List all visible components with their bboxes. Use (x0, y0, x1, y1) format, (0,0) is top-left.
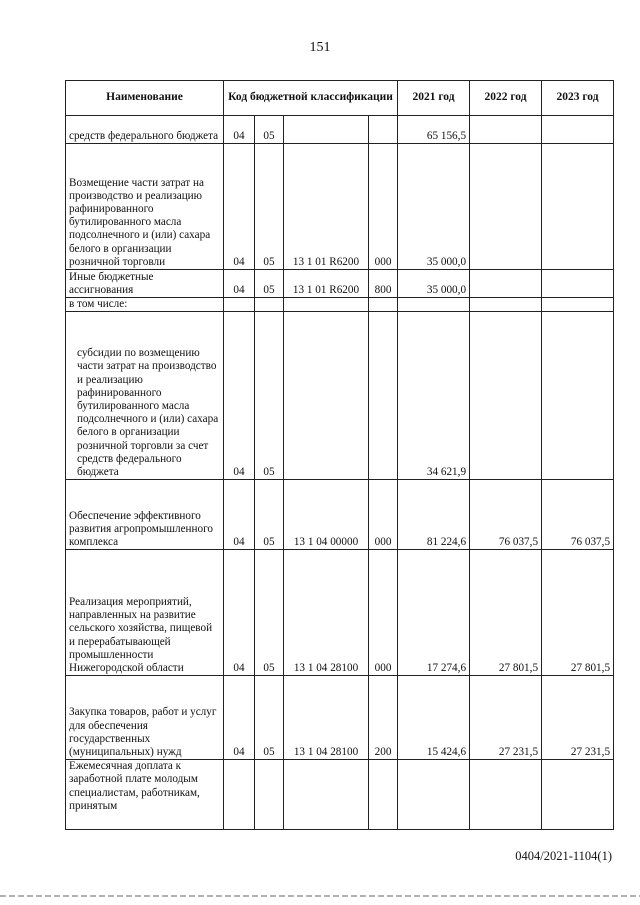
value-2022 (470, 144, 542, 270)
code-subsection: 05 (255, 550, 284, 676)
code-subsection (255, 298, 284, 312)
value-2021: 35 000,0 (398, 144, 470, 270)
value-2021: 17 274,6 (398, 550, 470, 676)
value-2023: 27 231,5 (542, 676, 614, 760)
value-2021 (398, 760, 470, 830)
header-name: Наименование (66, 81, 224, 116)
code-target: 13 1 01 R6200 (284, 144, 369, 270)
value-2021: 35 000,0 (398, 270, 470, 298)
row-name: Возмещение части затрат на производство и реализацию рафинированного бутилированного масла подсолнечного и (или) сахара белого в организации розничной торговли (66, 144, 224, 270)
code-target: 13 1 04 28100 (284, 676, 369, 760)
code-target: 13 1 04 28100 (284, 550, 369, 676)
code-type (369, 760, 398, 830)
table-row (66, 676, 614, 760)
value-2022 (470, 270, 542, 298)
code-type (369, 312, 398, 480)
code-section: 04 (224, 480, 255, 550)
code-type: 000 (369, 144, 398, 270)
code-type: 000 (369, 550, 398, 676)
code-section: 04 (224, 550, 255, 676)
code-type: 000 (369, 480, 398, 550)
value-2022 (470, 298, 542, 312)
value-2021 (398, 298, 470, 312)
code-section (224, 298, 255, 312)
header-2022: 2022 год (470, 81, 542, 116)
code-section: 04 (224, 144, 255, 270)
budget-table (65, 80, 614, 830)
value-2023 (542, 760, 614, 830)
value-2022: 27 801,5 (470, 550, 542, 676)
header-2023: 2023 год (542, 81, 614, 116)
scan-edge-line (0, 895, 640, 897)
row-name: Иные бюджетные ассигнования (66, 270, 224, 298)
table-row (66, 760, 614, 830)
code-section: 04 (224, 116, 255, 144)
value-2023 (542, 270, 614, 298)
code-subsection: 05 (255, 676, 284, 760)
value-2021: 65 156,5 (398, 116, 470, 144)
page-number: 151 (309, 40, 331, 55)
table-row (66, 480, 614, 550)
value-2022: 27 231,5 (470, 676, 542, 760)
code-section: 04 (224, 676, 255, 760)
value-2021: 81 224,6 (398, 480, 470, 550)
value-2021: 34 621,9 (398, 312, 470, 480)
code-target: 13 1 01 R6200 (284, 270, 369, 298)
code-type (369, 298, 398, 312)
code-target: 13 1 04 00000 (284, 480, 369, 550)
code-subsection: 05 (255, 270, 284, 298)
code-section: 04 (224, 270, 255, 298)
code-subsection: 05 (255, 116, 284, 144)
header-code: Код бюджетной классификации (224, 81, 398, 116)
row-name-cell (66, 312, 224, 480)
code-subsection: 05 (255, 480, 284, 550)
table-row (66, 144, 614, 270)
value-2023 (542, 116, 614, 144)
table-row (66, 298, 614, 312)
row-name: Реализация мероприятий, направленных на развитие сельского хозяйства, пищевой и перерабатывающей промышленности Нижегородской области (66, 550, 224, 676)
code-type (369, 116, 398, 144)
code-type: 800 (369, 270, 398, 298)
code-subsection: 05 (255, 312, 284, 480)
value-2022 (470, 760, 542, 830)
value-2023 (542, 312, 614, 480)
value-2022: 76 037,5 (470, 480, 542, 550)
code-target (284, 312, 369, 480)
value-2021: 15 424,6 (398, 676, 470, 760)
code-type: 200 (369, 676, 398, 760)
table-row (66, 550, 614, 676)
row-name: средств федерального бюджета (66, 116, 224, 144)
row-name: Обеспечение эффективного развития агропромышленного комплекса (66, 480, 224, 550)
code-target (284, 116, 369, 144)
document-code: 0404/2021-1104(1) (515, 849, 612, 863)
header-2021: 2021 год (398, 81, 470, 116)
value-2023: 27 801,5 (542, 550, 614, 676)
row-name: субсидии по возмещению части затрат на производство и реализацию рафинированного бутилированного масла подсолнечного и (или) сахара белого в организации розничной торговли за счет средств федерального бюджета (77, 347, 219, 478)
value-2022 (470, 312, 542, 480)
value-2023 (542, 144, 614, 270)
table-header-row (66, 81, 614, 116)
code-target (284, 760, 369, 830)
table-row (66, 116, 614, 144)
value-2023: 76 037,5 (542, 480, 614, 550)
value-2023 (542, 298, 614, 312)
table-row (66, 270, 614, 298)
code-section: 04 (224, 312, 255, 480)
code-target (284, 298, 369, 312)
row-name: Закупка товаров, работ и услуг для обеспечения государственных (муниципальных) нужд (66, 676, 224, 760)
table-row (66, 312, 614, 480)
code-section (224, 760, 255, 830)
code-subsection (255, 760, 284, 830)
value-2022 (470, 116, 542, 144)
code-subsection: 05 (255, 144, 284, 270)
row-name: в том числе: (66, 298, 224, 312)
row-name: Ежемесячная доплата к заработной плате молодым специалистам, работникам, принятым (66, 760, 224, 830)
